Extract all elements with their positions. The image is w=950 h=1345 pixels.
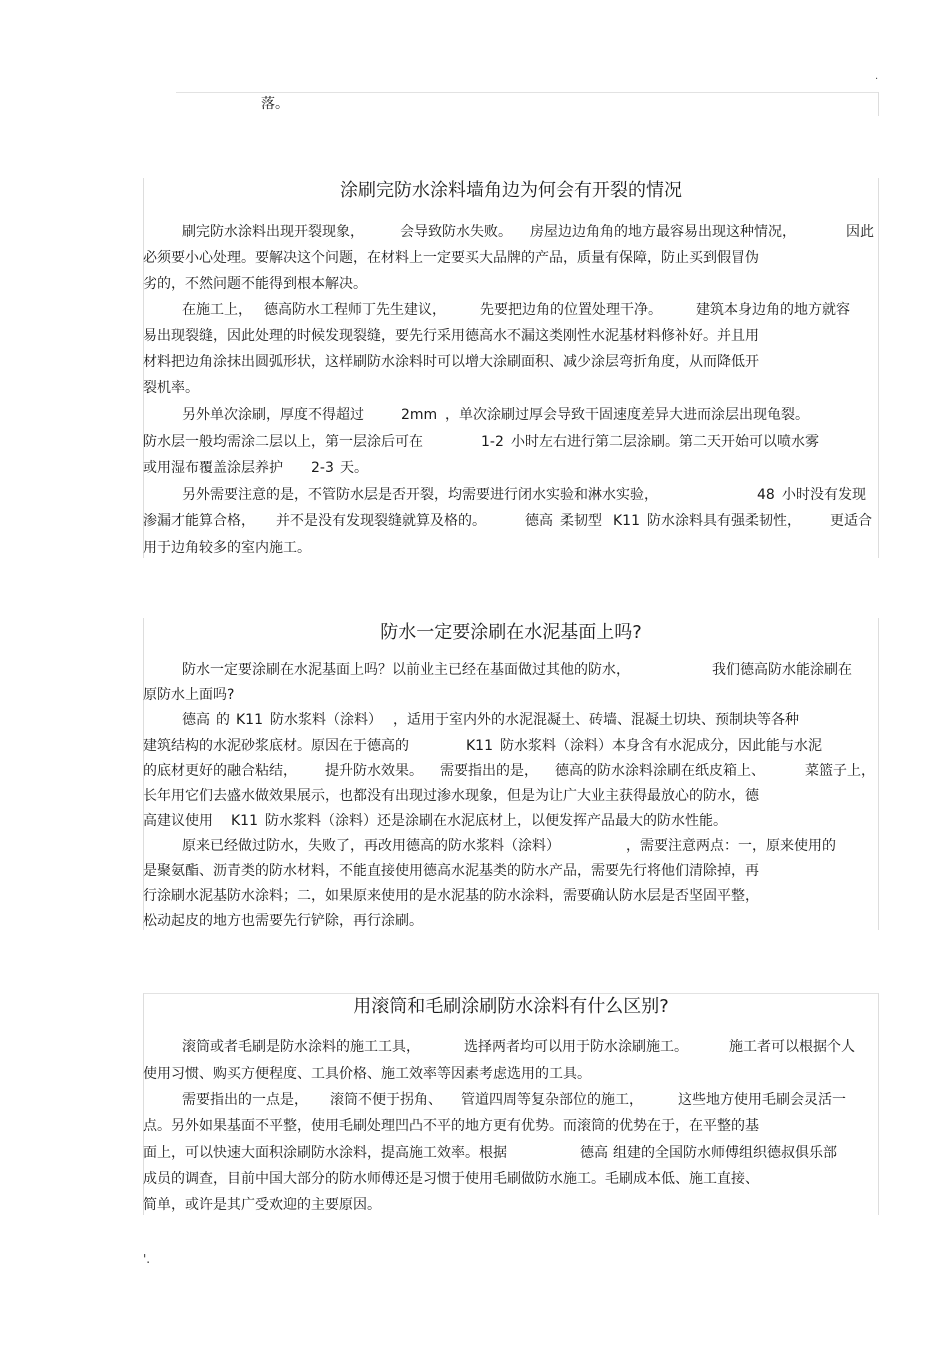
section-3-title: 用滚筒和毛刷涂刷防水涂料有什么区别?: [353, 996, 669, 1017]
bottom-mark: '.: [143, 1252, 151, 1266]
s2-line-3c: K11: [236, 712, 263, 728]
s1-line-12e: K11: [613, 513, 640, 529]
section-2-right-rule: [878, 618, 879, 930]
section-1-right-rule: [878, 178, 879, 558]
s1-line-12a: 渗漏才能算合格，: [143, 513, 255, 529]
s3-line-2: 使用习惯、购买方便程度、工具价格、施工效率等因素考虑选用的工具。: [143, 1066, 591, 1082]
s2-line-5d: 德高的防水涂料涂刷在纸皮箱上、: [555, 763, 765, 779]
s2-line-9: 是聚氨酯、沥青类的防水材料，不能直接使用德高水泥基类的防水产品，需要先行将他们清除掉，再: [143, 863, 759, 879]
s2-line-7a: 高建议使用: [143, 813, 213, 829]
s1-line-4c: 先要把边角的位置处理干净。: [480, 302, 662, 318]
s2-line-4c: 防水浆料（涂料）本身含有水泥成分，因此能与水泥: [500, 738, 822, 754]
s3-line-1c: 施工者可以根据个人: [729, 1039, 855, 1055]
s1-line-3: 劣的，不然问题不能得到根本解决。: [143, 276, 367, 292]
s1-line-13: 用于边角较多的室内施工。: [143, 540, 311, 556]
s2-line-7c: 防水浆料（涂料）还是涂刷在水泥底材上，以便发挥产品最大的防水性能。: [265, 813, 727, 829]
s1-line-8a: 另外单次涂刷，厚度不得超过: [182, 407, 364, 423]
s3-line-3c: 管道四周等复杂部位的施工，: [461, 1092, 643, 1108]
s2-line-2: 原防水上面吗?: [143, 687, 235, 703]
s2-line-11: 松动起皮的地方也需要先行铲除，再行涂刷。: [143, 913, 423, 929]
s3-line-1b: 选择两者均可以用于防水涂刷施工。: [464, 1039, 688, 1055]
s1-line-5: 易出现裂缝，因此处理的时候发现裂缝，要先行采用德高水不漏这类刚性水泥基材料修补好。并且用: [143, 328, 759, 344]
top-mark: ·: [875, 74, 879, 85]
s1-line-12f: 防水涂料具有强柔韧性，: [647, 513, 801, 529]
s2-line-3d: 防水浆料（涂料）: [270, 712, 382, 728]
s2-line-4a: 建筑结构的水泥砂浆底材。原因在于德高的: [143, 738, 409, 754]
s3-line-5b: 德高: [580, 1145, 608, 1161]
section-2-title: 防水一定要涂刷在水泥基面上吗?: [380, 622, 642, 643]
s1-line-6: 材料把边角涂抹出圆弧形状，这样刷防水涂料时可以增大涂刷面积、减少涂层弯折角度，从而降低开: [143, 354, 759, 370]
s1-line-12b: 并不是没有发现裂缝就算及格的。: [276, 513, 486, 529]
s1-line-9b: 1-2: [481, 434, 504, 450]
s3-line-3a: 需要指出的一点是，: [182, 1092, 308, 1108]
s1-line-1d: 因此: [846, 224, 874, 240]
s2-line-4b: K11: [466, 738, 493, 754]
s2-line-5c: 需要指出的是，: [440, 763, 538, 779]
s1-line-9c: 小时左右进行第二层涂刷。第二天开始可以喷水雾: [511, 434, 819, 450]
s1-line-2: 必须要小心处理。要解决这个问题，在材料上一定要买大品牌的产品，质量有保障，防止买到假冒伪: [143, 250, 759, 266]
section-1-title: 涂刷完防水涂料墙角边为何会有开裂的情况: [340, 180, 682, 201]
section-3-top-rule: [143, 993, 879, 994]
s3-line-4: 点。另外如果基面不平整，使用毛刷处理凹凸不平的地方更有优势。而滚筒的优势在于，在平整的基: [143, 1118, 759, 1134]
s3-line-1a: 滚筒或者毛刷是防水涂料的施工工具，: [182, 1039, 420, 1055]
s1-line-1b: 会导致防水失败。: [400, 224, 512, 240]
s1-line-4b: 德高防水工程师丁先生建议，: [264, 302, 446, 318]
s1-line-8b: 2mm: [401, 407, 438, 423]
s1-line-12c: 德高: [525, 513, 553, 529]
s2-line-5b: 提升防水效果。: [325, 763, 423, 779]
s3-line-6: 成员的调查，目前中国大部分的防水师傅还是习惯于使用毛刷做防水施工。毛刷成本低、施工直接、: [143, 1171, 759, 1187]
s1-line-10a: 或用湿布覆盖涂层养护: [143, 460, 283, 476]
s1-line-11c: 小时没有发现: [782, 487, 866, 503]
s1-line-12d: 柔韧型: [560, 513, 602, 529]
s2-line-3b: 的: [216, 712, 230, 728]
s1-line-4d: 建筑本身边角的地方就容: [696, 302, 850, 318]
section-3-right-rule: [878, 993, 879, 1215]
s3-line-3d: 这些地方使用毛刷会灵活一: [678, 1092, 846, 1108]
s2-line-8a: 原来已经做过防水，失败了，再改用德高的防水浆料（涂料）: [182, 838, 560, 854]
s2-line-8b: ，需要注意两点：一，原来使用的: [626, 838, 836, 854]
s1-line-11a: 另外需要注意的是，不管防水层是否开裂，均需要进行闭水实验和淋水实验，: [182, 487, 658, 503]
s1-line-4a: 在施工上，: [182, 302, 252, 318]
s3-line-7: 简单，或许是其广受欢迎的主要原因。: [143, 1197, 381, 1213]
s2-line-5e: 菜篮子上，: [805, 763, 875, 779]
page-fragment: 落。: [261, 96, 289, 112]
s3-line-5c: 组建的全国防水师傅组织德叔俱乐部: [613, 1145, 837, 1161]
s1-line-12g: 更适合: [830, 513, 872, 529]
top-right-rule: [878, 92, 879, 116]
s2-line-7b: K11: [231, 813, 258, 829]
s2-line-3e: ，适用于室内外的水泥混凝土、砖墙、混凝土切块、预制块等各种: [393, 712, 799, 728]
s1-line-7: 裂机率。: [143, 380, 199, 396]
s3-line-5a: 面上，可以快速大面积涂刷防水涂料，提高施工效率。根据: [143, 1145, 507, 1161]
s1-line-8c: ，单次涂刷过厚会导致干固速度差异大进而涂层出现龟裂。: [445, 407, 809, 423]
s1-line-10b: 2-3: [311, 460, 334, 476]
top-rule: [176, 92, 878, 93]
s1-line-11b: 48: [757, 487, 775, 503]
s2-line-6: 长年用它们去盛水做效果展示，也都没有出现过渗水现象，但是为让广大业主获得最放心的防水，德: [143, 788, 759, 804]
s2-line-1a: 防水一定要涂刷在水泥基面上吗？以前业主已经在基面做过其他的防水，: [182, 662, 630, 678]
s1-line-9a: 防水层一般均需涂二层以上，第一层涂后可在: [143, 434, 423, 450]
s2-line-5a: 的底材更好的融合粘结，: [143, 763, 297, 779]
s2-line-3a: 德高: [182, 712, 210, 728]
s1-line-1c: 房屋边边角角的地方最容易出现这种情况，: [530, 224, 796, 240]
s2-line-10: 行涂刷水泥基防水涂料；二，如果原来使用的是水泥基的防水涂料，需要确认防水层是否坚固平整，: [143, 888, 759, 904]
s1-line-1a: 刷完防水涂料出现开裂现象，: [182, 224, 364, 240]
s2-line-1b: 我们德高防水能涂刷在: [712, 662, 852, 678]
s1-line-10c: 天。: [340, 460, 368, 476]
s3-line-3b: 滚筒不便于拐角、: [330, 1092, 442, 1108]
